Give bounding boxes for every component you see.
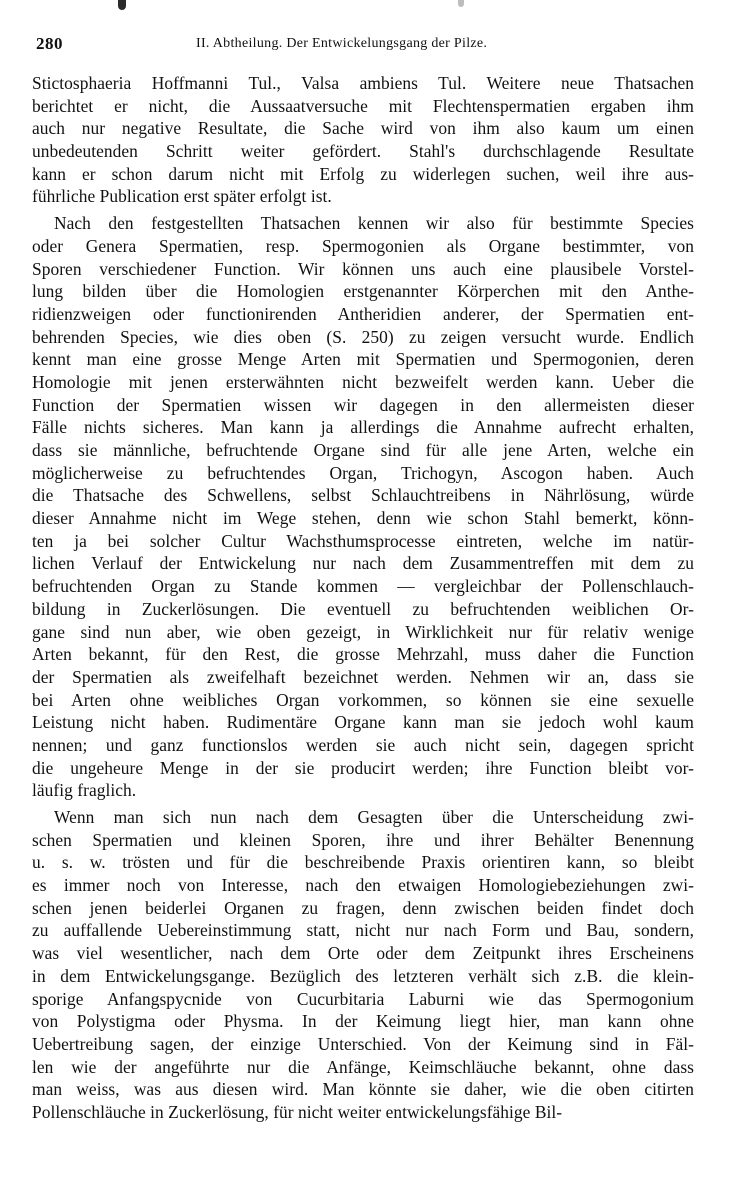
- text-line: möglicherweise zu befruchtendes Organ, Trichogyn, Ascogon haben. Auch: [32, 462, 694, 483]
- text-line: Uebertreibung sagen, der einzige Unterschied. Von der Keimung sind in Fäl-: [32, 1033, 694, 1054]
- text-line: bildung in Zuckerlösungen. Die eventuell zu befruchtenden weiblichen Or-: [32, 598, 694, 619]
- text-line: von Polystigma oder Physma. In der Keimung liegt hier, man kann ohne: [32, 1011, 694, 1032]
- text-line: gane sind nun aber, wie oben gezeigt, in Wirklichkeit nur für relativ wenige: [32, 621, 694, 642]
- text-line: ten ja bei solcher Cultur Wachsthumsprocesse eintreten, welche im natür-: [32, 530, 694, 551]
- text-line: schen jenen beiderlei Organen zu fragen, denn zwischen beiden findet doch: [32, 897, 694, 918]
- text-line: Sporen verschiedener Function. Wir können uns auch eine plausibele Vorstel-: [32, 258, 694, 279]
- text-line: ridienzweigen oder functionirenden Antheridien anderer, der Spermatien ent-: [32, 303, 694, 324]
- text-line: auch nur negative Resultate, die Sache wird von ihm also kaum um einen: [32, 118, 694, 139]
- paragraph: [32, 212, 694, 802]
- text-line: unbedeutenden Schritt weiter gefördert. Stahl's durchschlagende Resultate: [32, 141, 694, 162]
- text-line: Leistung nicht haben. Rudimentäre Organe kann man sie jedoch wohl kaum: [32, 712, 694, 733]
- text-line: len wie der angeführte nur die Anfänge, Keimschläuche bekannt, ohne dass: [32, 1056, 694, 1077]
- text-line: Stictosphaeria Hoffmanni Tul., Valsa ambiens Tul. Weitere neue Thatsachen: [32, 73, 694, 93]
- text-line: kann er schon darum nicht mit Erfolg zu widerlegen suchen, weil ihre aus-: [32, 163, 694, 184]
- text-line: Nach den festgestellten Thatsachen kennen wir also für bestimmte Species: [54, 213, 694, 234]
- text-line: u. s. w. trösten und für die beschreibende Praxis orientiren kann, so bleibt: [32, 852, 694, 873]
- ink-spot: [118, 0, 126, 10]
- text-line: Fälle nichts sicheres. Man kann ja allerdings die Annahme aufrecht erhalten,: [32, 417, 694, 438]
- page-header: [36, 34, 681, 58]
- text-line: oder Genera Spermatien, resp. Spermogonien als Organe bestimmter, von: [32, 235, 694, 256]
- text-line: nennen; und ganz functionslos werden sie auch nicht sein, dagegen spricht: [32, 734, 694, 755]
- text-line: in dem Entwickelungsgange. Bezüglich des letzteren verhält sich z.B. die klein-: [32, 965, 694, 986]
- text-line: dass sie männliche, befruchtende Organe sind für alle jene Arten, welche ein: [32, 440, 694, 460]
- text-line: sporige Anfangspycnide von Cucurbitaria Laburni wie das Spermogonium: [32, 988, 694, 1009]
- text-line: die ungeheure Menge in der sie producirt werden; ihre Function bleibt vor-: [32, 757, 694, 778]
- text-line: läufig fraglich.: [32, 780, 137, 801]
- text-line: lichen Verlauf der Entwickelung nur nach dem Zusammentreffen mit dem zu: [32, 553, 694, 574]
- paragraph: [32, 806, 694, 1124]
- text-line: dieser Annahme nicht im Wege stehen, denn wie schon Stahl bemerkt, könn-: [32, 508, 694, 529]
- text-line: zu auffallende Uebereinstimmung statt, nicht nur nach Form und Bau, sondern,: [32, 920, 694, 941]
- text-line: die Thatsache des Schwellens, selbst Schlauchtreibens in Nährlösung, würde: [32, 485, 694, 506]
- text-line: befruchtenden Organ zu Stande kommen — vergleichbar der Pollenschlauch-: [32, 576, 694, 597]
- text-line: es immer noch von Interesse, nach den etwaigen Homologiebeziehungen zwi-: [32, 875, 694, 896]
- text-line: was viel wesentlicher, nach dem Orte oder dem Zeitpunkt ihres Erscheinens: [32, 943, 694, 964]
- page-number: 280: [36, 34, 63, 53]
- text-line: schen Spermatien und kleinen Sporen, ihre und ihrer Behälter Benennung: [32, 829, 694, 850]
- text-line: kennt man eine grosse Menge Arten mit Spermatien und Spermogonien, deren: [32, 349, 694, 370]
- text-line: Wenn man sich nun nach dem Gesagten über die Unterscheidung zwi-: [54, 807, 694, 827]
- text-line: Homologie mit jenen ersterwähnten nicht bezweifelt werden kann. Ueber die: [32, 371, 694, 392]
- text-line: Pollenschläuche in Zuckerlösung, für nicht weiter entwickelungsfähige Bil-: [32, 1101, 563, 1122]
- text-line: Arten bekannt, für den Rest, die grosse Mehrzahl, muss daher die Function: [32, 644, 694, 665]
- text-line: man weiss, was aus diesen wird. Man könnte sie daher, wie die oben citirten: [32, 1079, 694, 1100]
- paragraph: [32, 72, 694, 208]
- text-line: bei Arten ohne weibliches Organ vorkommen, so können sie eine sexuelle: [32, 689, 694, 710]
- ink-spot: [458, 0, 464, 7]
- running-head: II. Abtheilung. Der Entwickelungsgang der Pilze.: [196, 36, 488, 51]
- text-line: Function der Spermatien wissen wir dagegen in den allermeisten dieser: [32, 394, 694, 415]
- text-line: führliche Publication erst später erfolgt ist.: [32, 186, 332, 207]
- text-line: lung bilden über die Homologien erstgenannter Körperchen mit den Anthe-: [32, 281, 694, 302]
- text-line: der Spermatien als zweifelhaft bezeichnet werden. Nehmen wir an, dass sie: [32, 666, 694, 687]
- body-text: [32, 72, 694, 1124]
- text-line: berichtet er nicht, die Aussaatversuche mit Flechtenspermatien ergaben ihm: [32, 95, 694, 116]
- text-line: behrenden Species, wie dies oben (S. 250) zu zeigen versucht wurde. Endlich: [32, 326, 694, 347]
